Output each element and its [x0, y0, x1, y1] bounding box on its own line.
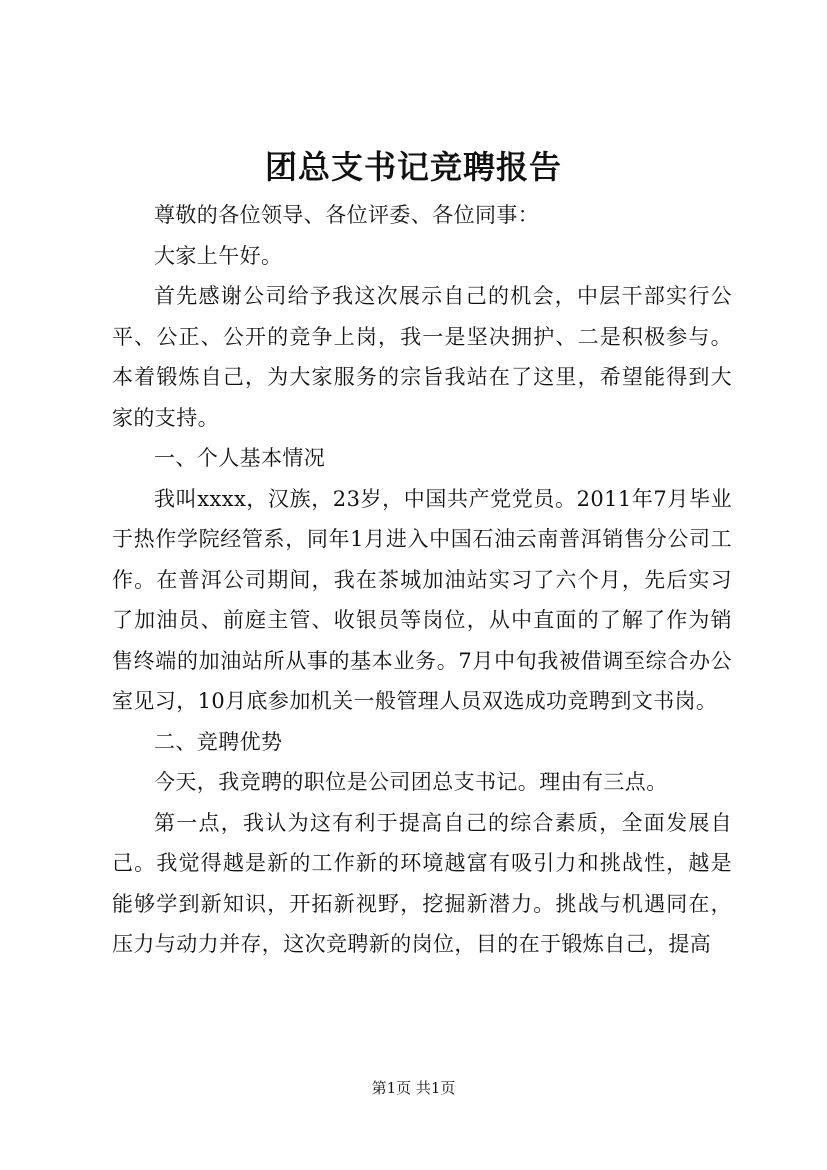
- section-heading-advantages: 二、竞聘优势: [154, 729, 283, 754]
- first-point-paragraph: 第一点，我认为这有利于提高自己的综合素质，全面发展自己。我觉得越是新的工作新的环境越富有吸引力和挑战性，越是能够学到新知识，开拓新视野，挖掘新潜力。挑战与机遇同在，压力与动力并存，这次竞聘新的岗位，目的在于锻炼自己，提高: [112, 810, 732, 956]
- document-body: [112, 195, 732, 965]
- section-heading-basic-info: 一、个人基本情况: [154, 446, 326, 470]
- intro-paragraph: 首先感谢公司给予我这次展示自己的机会，中层干部实行公平、公正、公开的竞争上岗，我一是坚决拥护、二是积极参与。本着锻炼自己，为大家服务的宗旨我站在了这里，希望能得到大家的支持。: [112, 284, 732, 430]
- basic-info-paragraph: 我叫xxxx，汉族，23岁，中国共产党党员。2011年7月毕业于热作学院经管系，同年1月进入中国石油云南普洱销售分公司工作。在普洱公司期间，我在茶城加油站实习了六个月，先后实习了加油员、前庭主管、收银员等岗位，从中直面的了解了作为销售终端的加油站所从事的基本业务。7月中旬我被借调至综合办公室见习，10月底参加机关一般管理人员双选成功竞聘到文书岗。: [112, 486, 733, 713]
- salutation-paragraph: 尊敬的各位领导、各位评委、各位同事：: [154, 203, 540, 227]
- greeting-paragraph: 大家上午好。: [154, 243, 283, 268]
- page-footer: 第1页 共1页: [371, 1079, 456, 1097]
- document-title: 团总支书记竞聘报告: [264, 148, 562, 186]
- position-paragraph: 今天，我竞聘的职位是公司团总支书记。理由有三点。: [154, 770, 668, 794]
